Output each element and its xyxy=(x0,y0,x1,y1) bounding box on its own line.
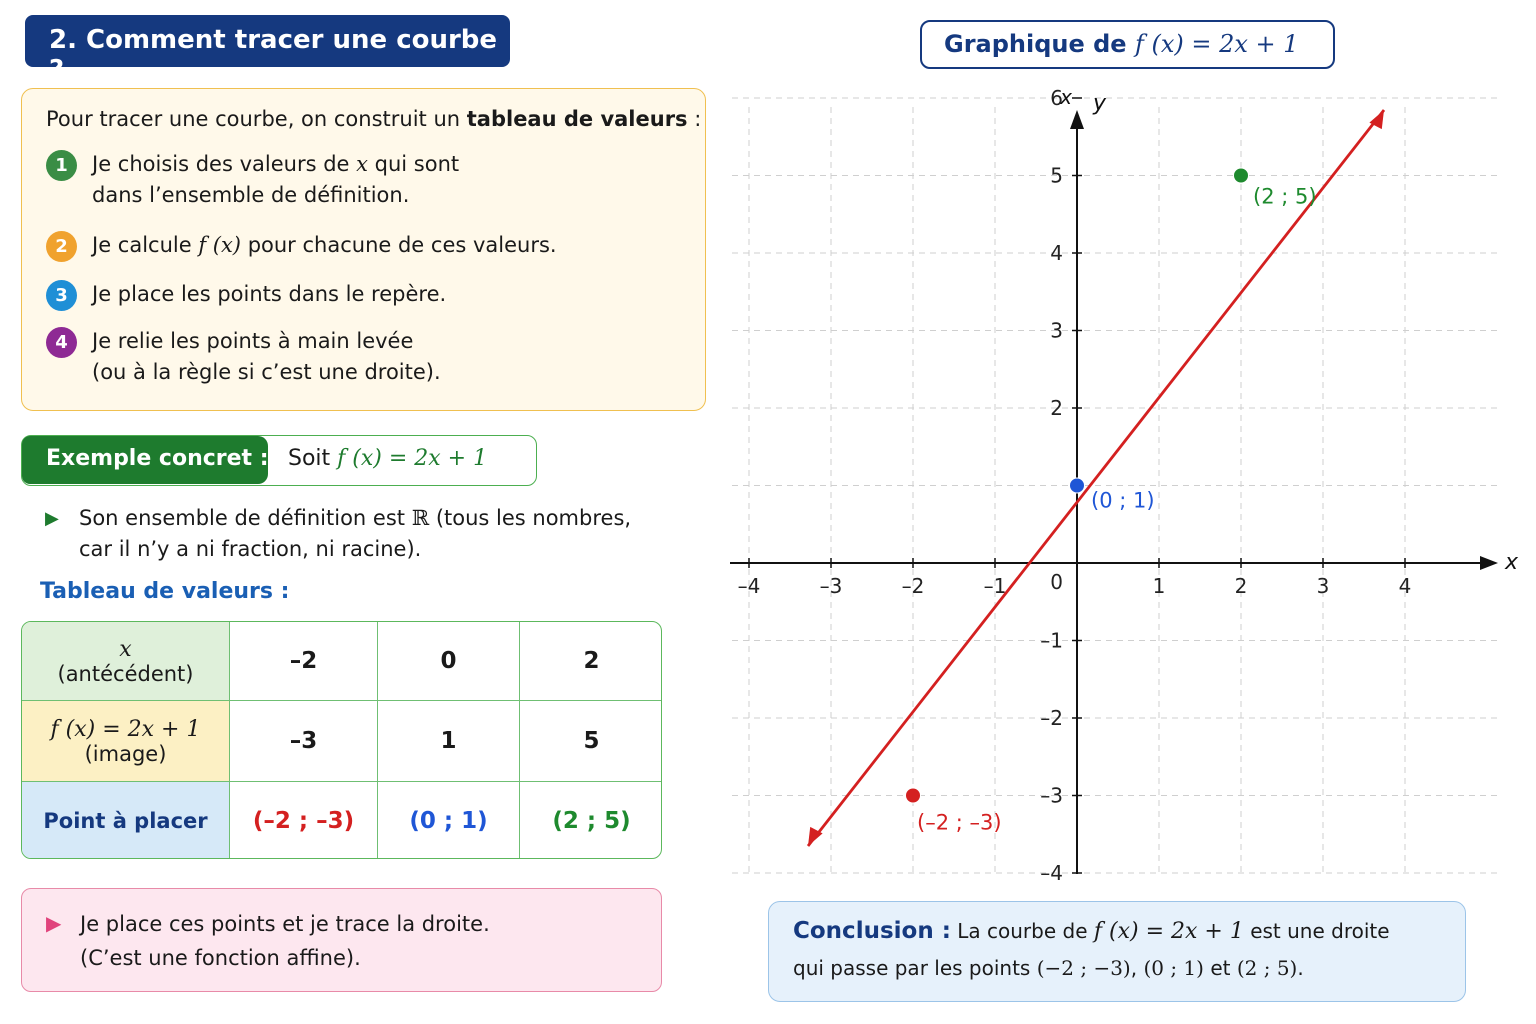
y-tick-label: –1 xyxy=(1040,628,1063,653)
table-cell: (0 ; 1) xyxy=(378,782,520,859)
graph-title-formula: f (x) = 2x + 1 xyxy=(1134,30,1299,58)
y-tick-label: –2 xyxy=(1040,706,1063,730)
note-text xyxy=(80,907,490,975)
header-cell-f xyxy=(22,701,230,782)
step-var: f (x) xyxy=(198,233,242,257)
function-formula: f (x) = 2x + 1 xyxy=(337,446,488,471)
step-text xyxy=(92,326,441,388)
plotted-points xyxy=(906,168,1317,835)
x-tick-label: –2 xyxy=(901,574,925,598)
y-axis-label: y xyxy=(1093,91,1107,116)
conclusion-point: (2 ; 5) xyxy=(1236,956,1298,980)
conclusion-text-b: est une droite xyxy=(1250,919,1390,943)
table-title: Tableau de valeurs : xyxy=(40,579,290,604)
f-formula: f (x) = 2x + 1 xyxy=(50,716,201,742)
conclusion-line1 xyxy=(793,918,1390,944)
intro-text-bold: tableau de valeurs xyxy=(466,107,688,131)
origin-label: 0 xyxy=(1050,570,1063,594)
y-axis-arrow-icon xyxy=(1070,110,1084,129)
x-axis-arrow-icon xyxy=(1480,556,1498,570)
step-text xyxy=(92,230,557,261)
conclusion-label: Conclusion : xyxy=(793,918,951,944)
table-cell: –3 xyxy=(230,701,378,782)
method-box xyxy=(21,88,706,411)
intro-text-before: Pour tracer une courbe, on construit un xyxy=(46,107,467,131)
y-tick-label: 5 xyxy=(1050,163,1063,188)
y-tick-label: –4 xyxy=(1040,861,1063,882)
x-tick-label: 3 xyxy=(1316,574,1330,598)
table-cell: (2 ; 5) xyxy=(552,808,631,834)
section-title: 2. Comment tracer une courbe ? xyxy=(25,15,510,67)
conclusion-point: (0 ; 1) xyxy=(1143,956,1204,980)
plotted-point xyxy=(906,788,921,803)
plotted-point xyxy=(1070,478,1085,493)
header-cell-x xyxy=(22,622,230,701)
domain-text-b: (tous les nombres, xyxy=(429,506,632,530)
x-axis-label: x xyxy=(1505,550,1519,575)
bullet-arrow-icon: ▶ xyxy=(46,911,62,935)
note-line2: (C’est une fonction affine). xyxy=(80,946,361,970)
x-tick-label: 1 xyxy=(1152,574,1166,598)
function-graph xyxy=(720,82,1520,882)
note-box xyxy=(21,888,662,992)
table-cell: –2 xyxy=(230,622,378,701)
conclusion-sep: et xyxy=(1203,956,1237,980)
x-tick-label: –4 xyxy=(737,574,761,598)
step-number-badge: 4 xyxy=(46,327,77,358)
x-tick-label: 2 xyxy=(1234,574,1248,598)
step-text-a: Je choisis des valeurs de xyxy=(92,152,357,176)
step-text-line2: (ou à la règle si c’est une droite). xyxy=(92,360,441,384)
x-variable: x xyxy=(119,636,132,662)
real-numbers-symbol: ℝ xyxy=(411,506,430,530)
domain-note xyxy=(45,503,631,565)
step-text-b: pour chacune de ces valeurs. xyxy=(241,233,557,257)
step-var: x xyxy=(356,152,368,176)
bullet-arrow-icon: ▶ xyxy=(45,508,59,529)
example-label: Exemple concret : xyxy=(22,436,268,484)
y-tick-label: 2 xyxy=(1050,396,1063,420)
conclusion-point: (−2 ; −3) xyxy=(1036,956,1131,980)
x-tick-label: –3 xyxy=(819,574,843,598)
antecedent-label: (antécédent) xyxy=(57,661,194,686)
conclusion-formula: f (x) = 2x + 1 xyxy=(1093,919,1244,944)
conclusion-end: . xyxy=(1297,956,1304,980)
table-cell: 0 xyxy=(378,622,520,701)
step-text-a: Je calcule xyxy=(92,233,199,257)
graph-title xyxy=(920,20,1335,69)
step-number-badge: 2 xyxy=(46,231,77,262)
y-tick-label: 4 xyxy=(1050,241,1063,265)
step-text xyxy=(92,149,459,211)
conclusion-line2 xyxy=(793,956,1304,980)
intro-text xyxy=(46,107,701,131)
function-line xyxy=(808,110,1384,846)
conclusion-sep: , xyxy=(1130,956,1144,980)
step-number-badge: 3 xyxy=(46,280,77,311)
table-cell: 2 xyxy=(520,622,662,701)
point-label: (2 ; 5) xyxy=(1253,184,1317,209)
step-text-b: qui sont xyxy=(367,152,460,176)
y-tick-label: –3 xyxy=(1040,783,1063,808)
values-table xyxy=(21,621,662,859)
point-label: (0 ; 1) xyxy=(1091,488,1155,513)
domain-text-a: Son ensemble de définition est xyxy=(79,506,412,530)
y-tick-label: 6 xyxy=(1050,86,1063,110)
example-formula xyxy=(288,446,487,471)
domain-text-line2: car il n’y a ni fraction, ni racine). xyxy=(79,537,422,561)
step-text-line2: dans l’ensemble de définition. xyxy=(92,183,410,207)
y-tick-label: 3 xyxy=(1050,318,1063,343)
step-text: Je place les points dans le repère. xyxy=(92,282,447,306)
soit-text: Soit xyxy=(288,446,338,471)
x-tick-label: 4 xyxy=(1398,574,1412,598)
step-text-a: Je relie les points à main levée xyxy=(92,329,414,353)
tick-labels xyxy=(738,85,1519,882)
point-label: (–2 ; –3) xyxy=(917,810,1002,835)
x-tick-label: –1 xyxy=(983,574,1007,598)
conclusion-text-c: qui passe par les points xyxy=(793,956,1037,980)
plotted-point xyxy=(1234,168,1249,183)
intro-text-after: : xyxy=(687,107,702,131)
graph-title-prefix: Graphique de xyxy=(944,30,1135,58)
x-axis-label: x xyxy=(1060,85,1072,109)
table-cell: 5 xyxy=(520,701,662,782)
grid xyxy=(732,98,1500,873)
table-cell: 1 xyxy=(378,701,520,782)
header-cell-point: Point à placer xyxy=(22,782,230,859)
step-number-badge: 1 xyxy=(46,150,77,181)
image-label: (image) xyxy=(84,741,167,766)
function-line-segment xyxy=(808,110,1384,846)
example-box xyxy=(21,435,537,486)
note-line1: Je place ces points et je trace la droite. xyxy=(80,912,490,936)
table-cell: (–2 ; –3) xyxy=(230,782,378,859)
conclusion-box xyxy=(768,901,1466,1002)
conclusion-text-a: La courbe de xyxy=(950,919,1094,943)
